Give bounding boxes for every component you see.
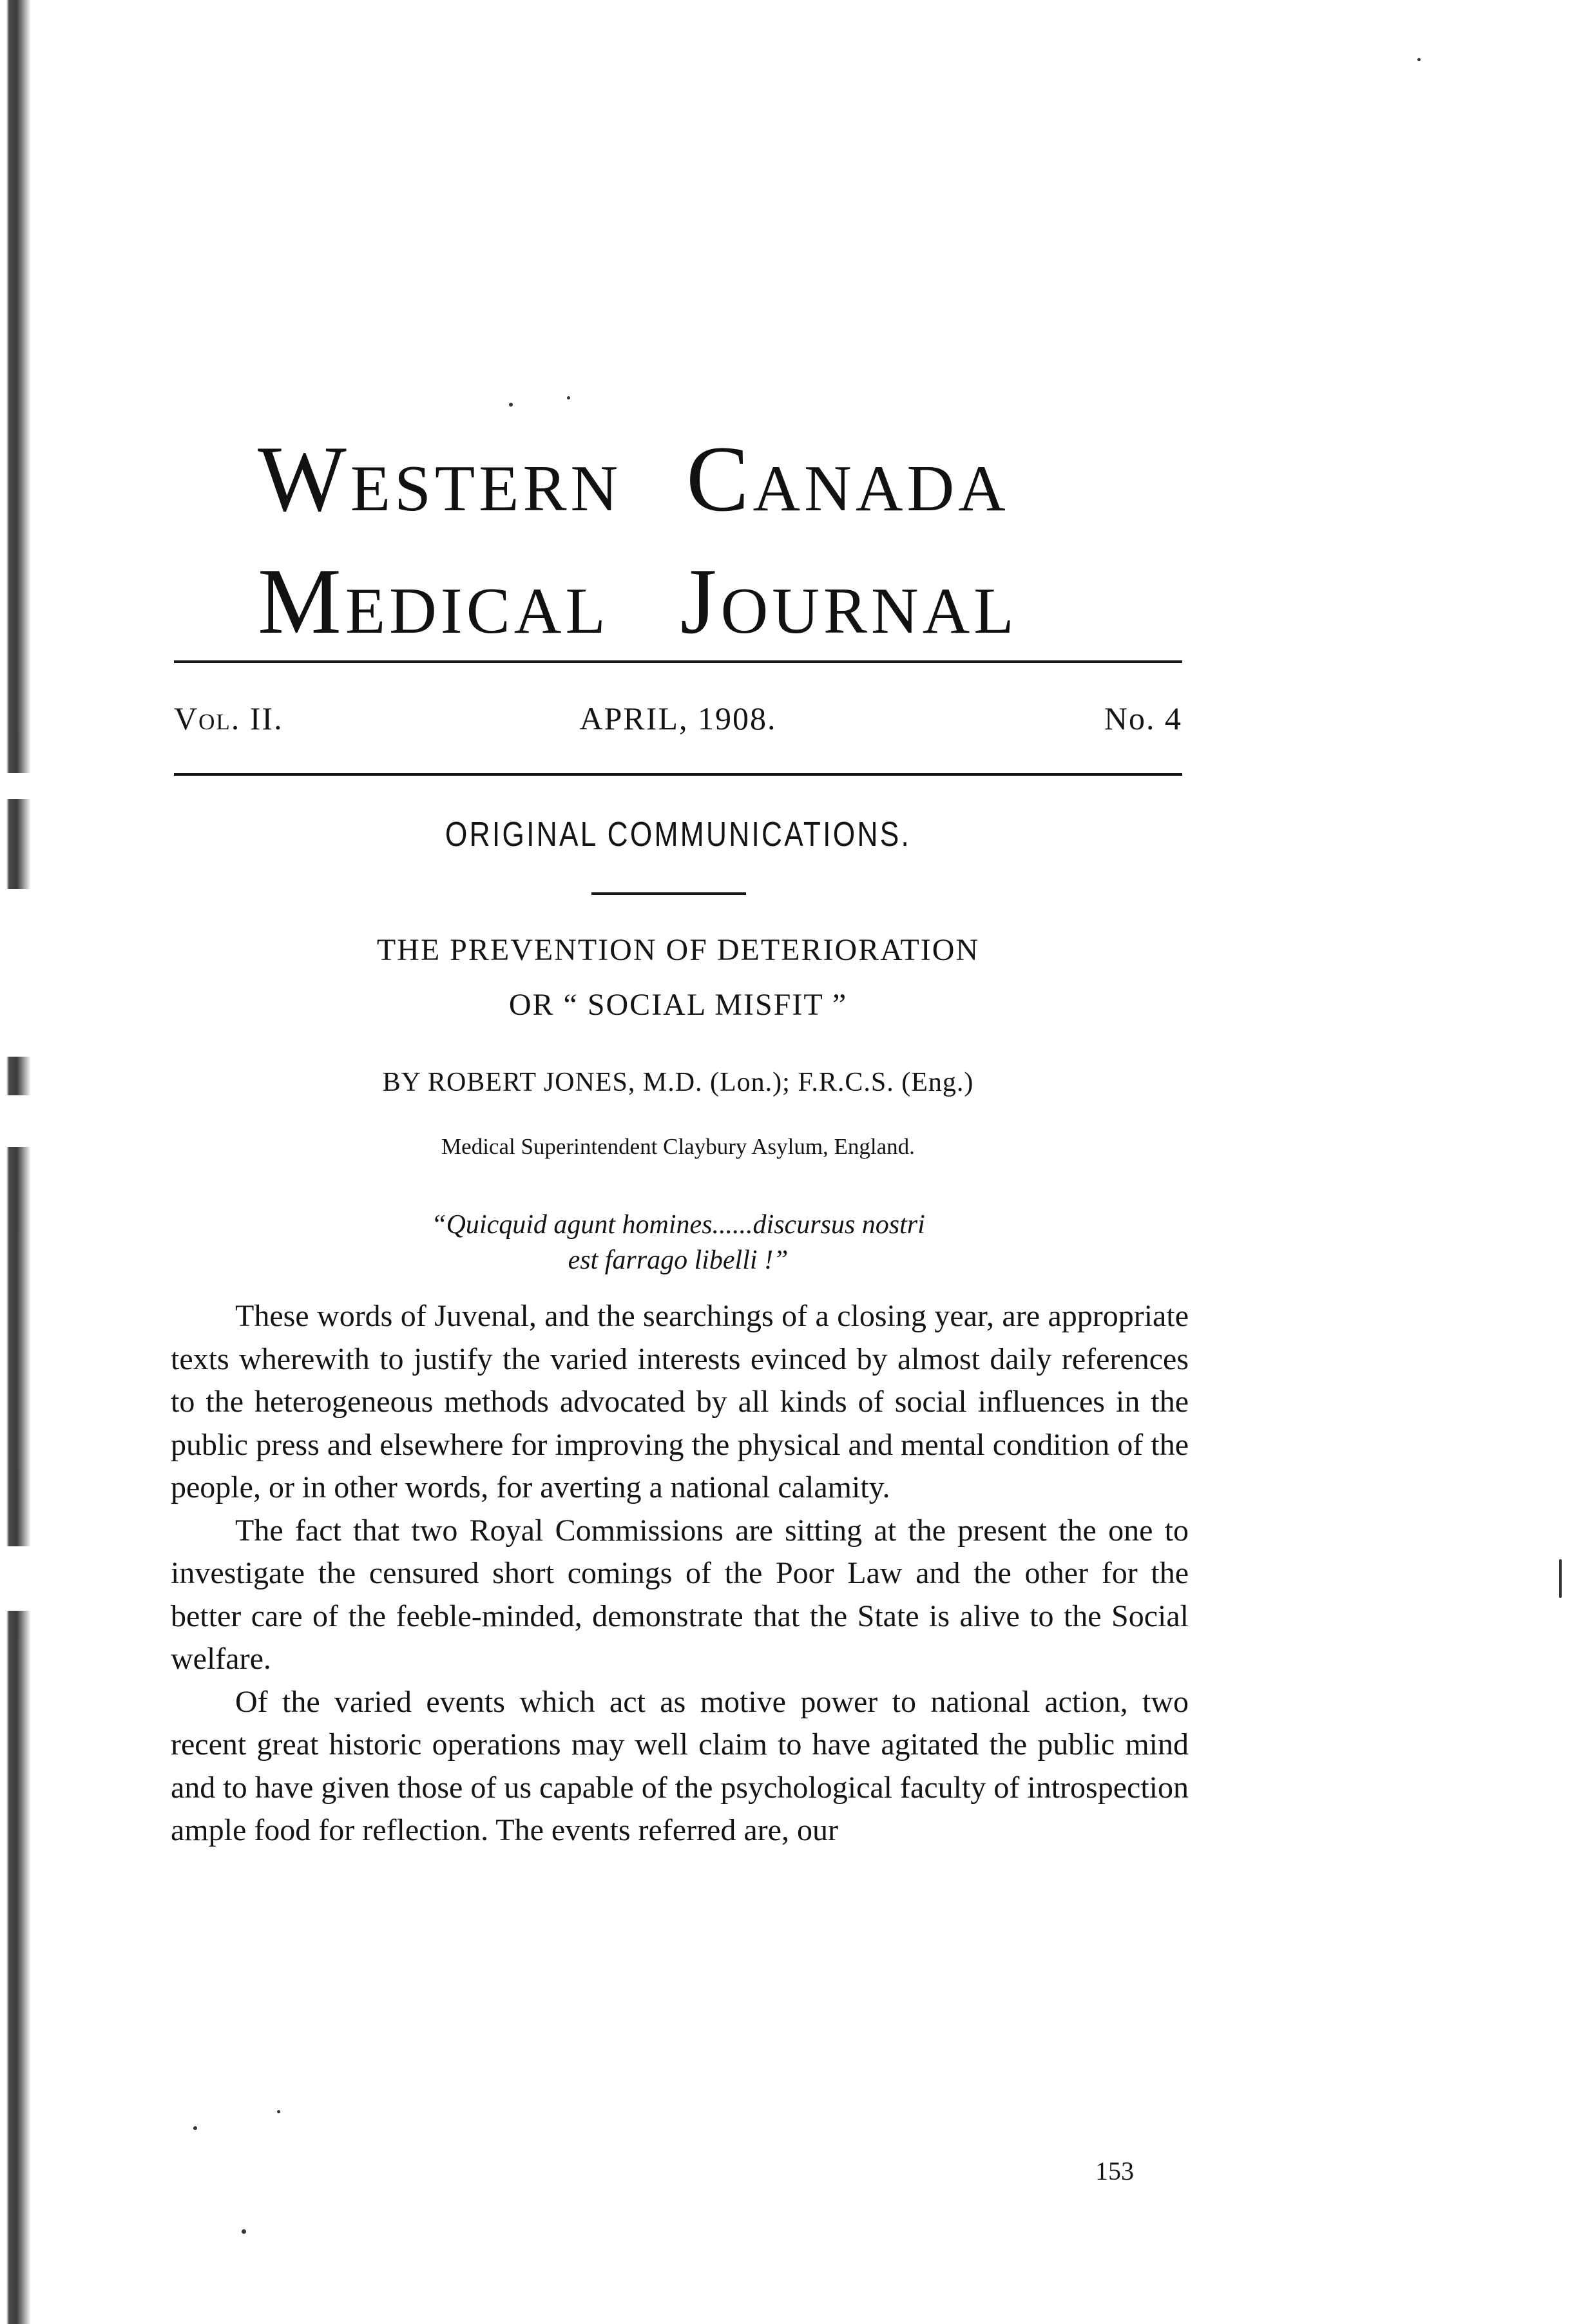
paragraph-2: The fact that two Royal Commissions are sitting at the present the one to investigate the censured short comings of the Poor Law and the other for the better care of the feeble-minded, demonstrate that the State is alive to the Social welfare. (171, 1513, 1189, 1676)
section-heading: ORIGINAL COMMUNICATIONS. (445, 815, 912, 854)
paragraph-3: Of the varied events which act as motive power to national action, two recent great historic operations may well claim to have agitated the public mind and to have given those of us capable of the psychological faculty of introspection ample food for reflection. The events referred are, our (171, 1684, 1189, 1847)
scan-speck (193, 2126, 197, 2130)
scan-speck (1417, 58, 1421, 61)
issue-date: APRIL, 1908. (579, 700, 777, 736)
masthead-line-2 (258, 549, 1224, 653)
masthead-word-western: Western (258, 427, 622, 531)
masthead-word-medical: Medical (258, 549, 609, 653)
scan-speck (1559, 1559, 1562, 1598)
masthead-line-1 (258, 427, 1224, 531)
article-title-line-2: OR “ SOCIAL MISFIT ” (508, 988, 848, 1022)
author-affiliation: Medical Superintendent Claybury Asylum, England. (441, 1134, 915, 1159)
issue-line (174, 696, 1182, 741)
masthead-word-canada: Canada (686, 427, 1010, 531)
scan-speck (567, 396, 570, 399)
masthead-rule-top (174, 660, 1182, 663)
section-divider (591, 892, 746, 895)
epigraph-line-1: “Quicquid agunt homines......discursus nostri (431, 1210, 925, 1240)
masthead-rule-bottom (174, 773, 1182, 776)
binding-edge-shadow (0, 0, 84, 2324)
page-number: 153 (1095, 2156, 1134, 2185)
volume-label: Vol. II. (174, 700, 283, 736)
author-byline: BY ROBERT JONES, M.D. (Lon.); F.R.C.S. (Eng.) (382, 1068, 974, 1097)
article-body (171, 1295, 1189, 1852)
article-title-line-1: THE PREVENTION OF DETERIORATION (376, 933, 980, 967)
scan-speck (277, 2110, 280, 2113)
scan-speck (509, 403, 513, 407)
epigraph-line-2: est farrago libelli !” (568, 1245, 789, 1275)
scan-speck (242, 2229, 246, 2234)
masthead-word-journal: Journal (680, 549, 1018, 653)
paragraph-1: These words of Juvenal, and the searchings of a closing year, are appropriate texts wherewith to justify the varied interests evinced by almost daily references to the heterogeneous methods advocated by all kinds of social influences in the public press and elsewhere for improving the physical and mental condition of the people, or in other words, for averting a national calamity. (171, 1299, 1189, 1504)
issue-number: No. 4 (1104, 700, 1182, 736)
